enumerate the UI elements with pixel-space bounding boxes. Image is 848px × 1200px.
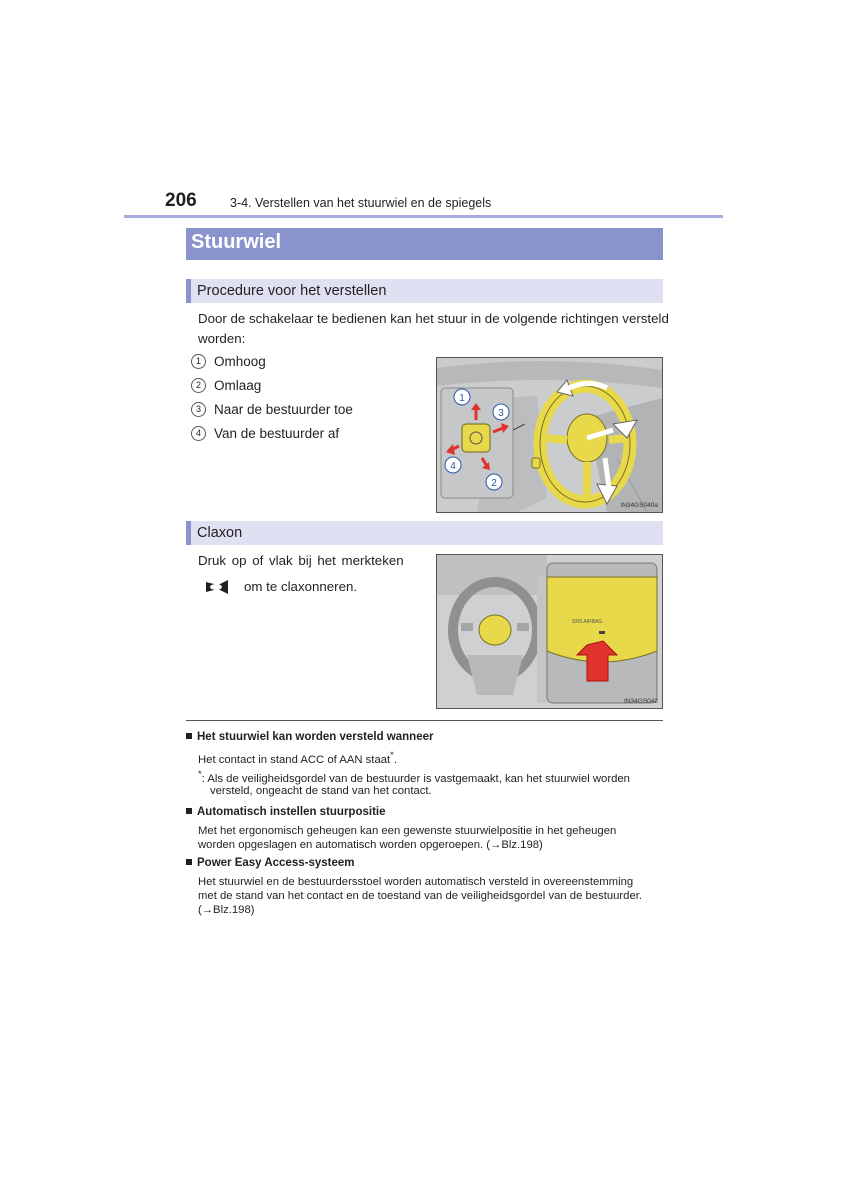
adjust-intro-line-2: worden: [198, 331, 246, 346]
footnote-marker: * [390, 749, 394, 760]
number-badge: 2 [191, 378, 206, 393]
bullet-square-icon [186, 808, 192, 814]
figure-code: IN34GS040a [620, 502, 658, 509]
footnote-line-2: versteld, ongeacht de stand van het contact. [210, 785, 432, 797]
adjust-intro-line-1: Door de schakelaar te bedienen kan het stuur in de volgende richtingen versteld [198, 311, 669, 326]
list-item [191, 402, 353, 417]
note-heading: Het stuurwiel kan worden versteld wanneer [186, 731, 433, 743]
number-badge: 3 [191, 402, 206, 417]
list-item [191, 426, 339, 441]
list-item-label: Van de bestuurder af [214, 426, 340, 441]
horn-pad-diagram [437, 555, 662, 708]
number-badge: 4 [191, 426, 206, 441]
srs-airbag-label: SRS AIRBAG [572, 619, 603, 625]
note-heading: Power Easy Access-systeem [186, 857, 354, 869]
footnote-line-1: *: Als de veiligheidsgordel van de bestuurder is vastgemaakt, kan het stuurwiel worden [198, 768, 630, 785]
note-heading: Automatisch instellen stuurpositie [186, 806, 386, 818]
callout-2: 2 [491, 478, 497, 489]
running-head: 3-4. Verstellen van het stuurwiel en de spiegels [230, 196, 492, 210]
list-item [191, 354, 266, 369]
subsection-adjust-heading-bar [186, 279, 663, 303]
page-number: 206 [165, 190, 197, 211]
number-badge: 1 [191, 354, 206, 369]
list-item-label: Naar de bestuurder toe [214, 402, 353, 417]
subsection-adjust-heading: Procedure voor het verstellen [197, 283, 387, 299]
note-text-line: Met het ergonomisch geheugen kan een gewenste stuurwielpositie in het geheugen [198, 825, 617, 837]
list-item-label: Omhoog [214, 354, 266, 369]
notes-divider [186, 720, 663, 721]
note-text-line: (→Blz.198) [198, 904, 255, 916]
list-item [191, 378, 261, 393]
section-title: Stuurwiel [191, 231, 282, 253]
subsection-horn-heading-bar [186, 521, 663, 545]
figure-code: IN34GS042 [624, 698, 658, 705]
bullet-square-icon [186, 733, 192, 739]
horn-text-line-2: om te claxonneren. [244, 579, 358, 594]
callout-3: 3 [498, 408, 504, 419]
note-text-line: met de stand van het contact en de toestand van de veiligheidsgordel van de bestuurder. [198, 890, 643, 902]
note-text-line: worden opgeslagen en automatisch worden opgeroepen. (→Blz.198) [198, 839, 543, 851]
steering-wheel-diagram [437, 358, 662, 512]
bullet-square-icon [186, 859, 192, 865]
horn-icon [204, 579, 234, 600]
callout-1: 1 [459, 393, 465, 404]
note-text: Het contact in stand ACC of AAN staat*. [198, 749, 397, 766]
note-text-line: Het stuurwiel en de bestuurdersstoel worden automatisch versteld in overeenstemming [198, 876, 634, 888]
list-item-label: Omlaag [214, 378, 262, 393]
callout-4: 4 [450, 461, 456, 472]
header-rule [124, 215, 723, 218]
section-title-band [186, 228, 663, 260]
steering-adjust-illustration [436, 357, 663, 513]
subsection-horn-heading: Claxon [197, 525, 243, 541]
horn-text-line-1: Druk op of vlak bij het merkteken [198, 553, 404, 568]
horn-illustration [436, 554, 663, 709]
